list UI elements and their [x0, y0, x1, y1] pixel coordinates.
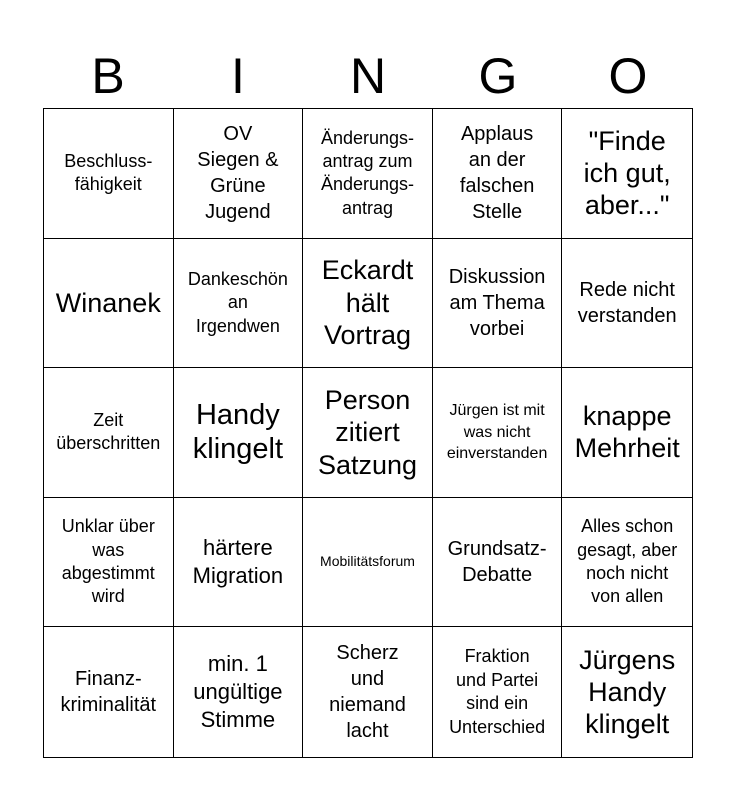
bingo-cell[interactable]: [303, 368, 433, 498]
bingo-cell[interactable]: [44, 627, 174, 757]
bingo-cell-text: Winanek: [55, 287, 161, 318]
header-letter-i: I: [231, 48, 245, 104]
bingo-cell-text: Zeit überschritten: [56, 410, 161, 454]
bingo-cell[interactable]: [174, 498, 304, 628]
bingo-cell-text: Dankeschön an Irgendwen: [187, 268, 288, 336]
bingo-cell[interactable]: [303, 498, 433, 628]
bingo-cell[interactable]: [303, 239, 433, 369]
bingo-cell[interactable]: [433, 498, 563, 628]
bingo-cell-text: Mobilitätsforum: [320, 553, 415, 570]
bingo-cell[interactable]: [562, 627, 692, 757]
bingo-cell[interactable]: [562, 368, 692, 498]
bingo-cell-text: Änderungs- antrag zum Änderungs- antrag: [320, 127, 415, 218]
bingo-cell[interactable]: [44, 109, 174, 239]
bingo-cell[interactable]: [433, 368, 563, 498]
bingo-cell-text: min. 1 ungültige Stimme: [193, 651, 283, 733]
bingo-cell[interactable]: [44, 498, 174, 628]
bingo-cell-text: Jürgen ist mit was nicht einverstanden: [446, 402, 548, 463]
bingo-board: [43, 108, 693, 758]
bingo-cell-text: "Finde ich gut, aber...": [583, 125, 671, 221]
bingo-cell-text: knappe Mehrheit: [574, 401, 680, 464]
bingo-cell-text: Beschluss- fähigkeit: [64, 150, 153, 195]
bingo-header: [43, 44, 693, 108]
bingo-cell[interactable]: [433, 239, 563, 369]
bingo-cell-text: Person zitiert Satzung: [317, 384, 418, 480]
bingo-cell[interactable]: [303, 627, 433, 757]
bingo-cell-text: Jürgens Handy klingelt: [579, 644, 676, 740]
bingo-cell-text: Finanz- kriminalität: [60, 668, 157, 717]
bingo-cell-text: Unklar über was abgestimmt wird: [61, 516, 155, 607]
header-letter-g: G: [478, 48, 518, 104]
bingo-cell[interactable]: [562, 498, 692, 628]
bingo-cell[interactable]: [174, 627, 304, 757]
bingo-cell-text: Applaus an der falschen Stelle: [459, 123, 535, 224]
header-letter-o: O: [608, 48, 648, 104]
bingo-cell[interactable]: [562, 109, 692, 239]
bingo-cell-text: Eckardt hält Vortrag: [321, 255, 414, 351]
bingo-cell-text: OV Siegen & Grüne Jugend: [197, 123, 279, 224]
bingo-cell[interactable]: [174, 368, 304, 498]
bingo-cell[interactable]: [562, 239, 692, 369]
bingo-cell-text: Rede nicht verstanden: [577, 278, 677, 327]
header-letter-b: B: [91, 48, 125, 104]
bingo-cell-text: Fraktion und Partei sind ein Unterschied: [449, 646, 546, 737]
bingo-cell[interactable]: [44, 239, 174, 369]
bingo-cell[interactable]: [303, 109, 433, 239]
bingo-cell-text: Scherz und niemand lacht: [329, 642, 406, 743]
bingo-cell[interactable]: [433, 627, 563, 757]
bingo-cell-text: Diskussion am Thema vorbei: [448, 265, 546, 340]
bingo-cell-text: Grundsatz- Debatte: [447, 538, 547, 587]
bingo-cell[interactable]: [174, 109, 304, 239]
bingo-cell-text: Alles schon gesagt, aber noch nicht von allen: [577, 516, 678, 607]
bingo-cell-text: Handy klingelt: [192, 399, 284, 466]
bingo-cell-text: härtere Migration: [192, 535, 284, 589]
bingo-cell[interactable]: [174, 239, 304, 369]
bingo-cell[interactable]: [44, 368, 174, 498]
bingo-cell[interactable]: [433, 109, 563, 239]
header-letter-n: N: [349, 48, 387, 104]
